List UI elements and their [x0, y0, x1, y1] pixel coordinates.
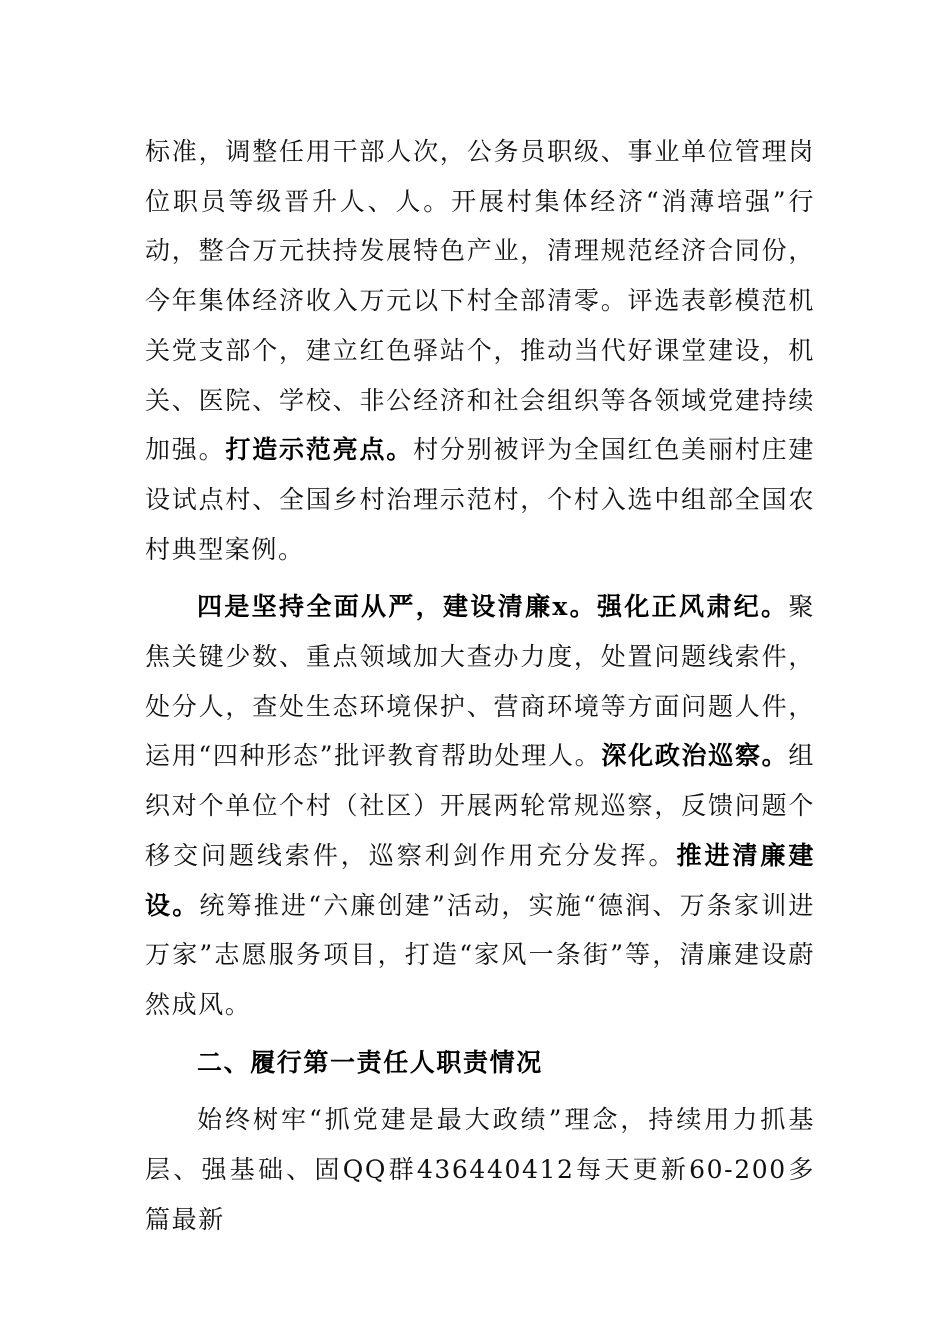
paragraph-text: 统筹推进“六廉创建”活动，实施“德润、万条家训进万家”志愿服务项目，打造“家风一条街”等，清廉建设蔚然成风。	[145, 890, 815, 1019]
bold-subheading: 推进清廉建设。	[145, 840, 815, 920]
paragraph-party-building	[145, 127, 815, 574]
paragraph-text: 标准，调整任用干部人次，公务员职级、事业单位管理岗位职员等级晋升人、人。开展村集体经济“消薄培强”行动，整合万元扶持发展特色产业，清理规范经济合同份，今年集体经济收入万元以下村全部清零。评选表彰模范机关党支部个，建立红色驿站个，推动当代好课堂建设，机关、医院、学校、非公经济和社会组织等各领域党建持续加强。	[145, 137, 815, 465]
paragraph-integrity	[145, 582, 815, 1029]
document-body	[145, 127, 815, 1244]
paragraph-text: 聚焦关键少数、重点领域加大查办力度，处置问题线索件，处分人，查处生态环境保护、营商环境等方面问题人件，运用“四种形态”批评教育帮助处理人。	[145, 592, 815, 771]
section-heading: 二、履行第一责任人职责情况	[197, 1047, 543, 1077]
paragraph-text: 村分别被评为全国红色美丽村庄建设试点村、全国乡村治理示范村，个村入选中组部全国农村典型案例。	[145, 435, 815, 564]
bold-subheading: 深化政治巡察。	[601, 741, 789, 771]
bold-subheading: 打造示范亮点。	[225, 435, 414, 465]
paragraph-responsibility	[145, 1095, 815, 1244]
paragraph-text: 始终树牢“抓党建是最大政绩”理念，持续用力抓基层、强基础、固QQ群436440412每天更新60-200多篇最新	[145, 1105, 815, 1234]
bold-subheading: 四是坚持全面从严，建设清廉x。强化正风肃纪。	[197, 592, 789, 622]
paragraph-text: 组织对个单位个村（社区）开展两轮常规巡察，反馈问题个移交问题线索件，巡察利剑作用充分发挥。	[145, 741, 815, 870]
